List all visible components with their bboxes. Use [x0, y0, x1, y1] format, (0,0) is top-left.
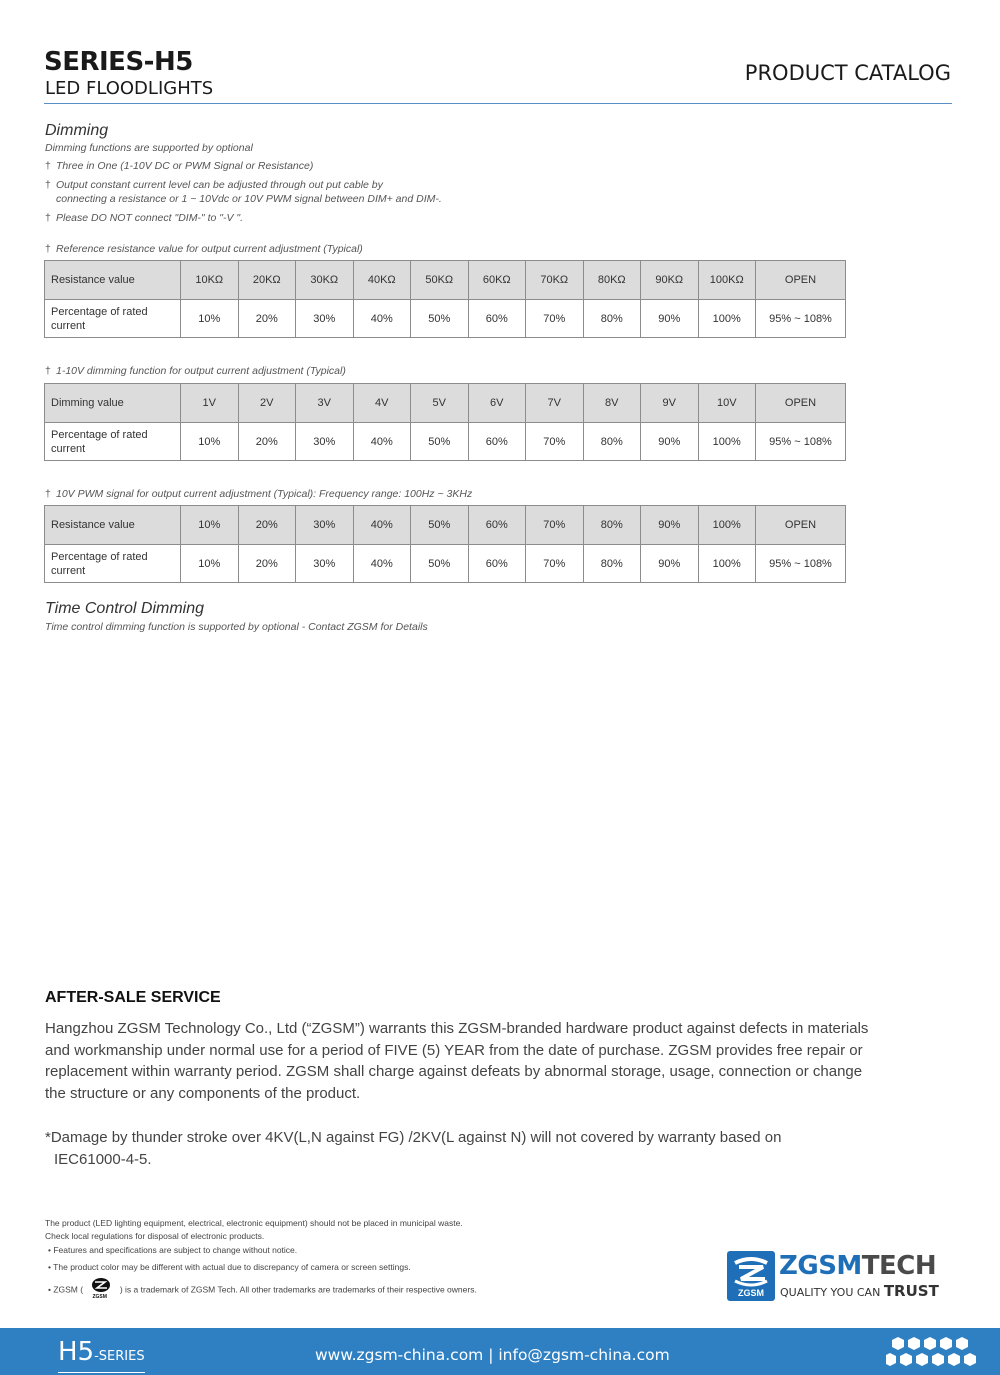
- row-label: Resistance value: [45, 506, 181, 545]
- table-cell: 90%: [641, 545, 699, 583]
- table-cell: OPEN: [756, 261, 846, 300]
- table-cell: 70%: [526, 545, 584, 583]
- table-cell: 95% ~ 108%: [756, 300, 846, 338]
- zgsm-tech-wordmark: ZGSMTECH: [779, 1251, 937, 1281]
- table-cell: 90KΩ: [641, 261, 699, 300]
- table-cell: 30%: [296, 506, 354, 545]
- table-cell: 5V: [411, 384, 469, 423]
- table-cell: 60%: [468, 300, 526, 338]
- table-cell: 50%: [411, 423, 469, 461]
- disclaimer-bullet: • The product color may be different with actual due to discrepancy of camera or screen settings.: [48, 1262, 411, 1272]
- table-cell: 50%: [411, 300, 469, 338]
- table-cell: 80%: [583, 423, 641, 461]
- table-cell: 40%: [353, 423, 411, 461]
- hexagon-pattern-icon: [886, 1336, 986, 1368]
- series-title: SERIES-H5: [44, 47, 193, 77]
- table-cell: 80KΩ: [583, 261, 641, 300]
- table-caption: † 1-10V dimming function for output current adjustment (Typical): [45, 365, 346, 377]
- table-cell: 7V: [526, 384, 584, 423]
- table-cell: 95% ~ 108%: [756, 545, 846, 583]
- table-cell: 10V: [698, 384, 756, 423]
- table-cell: 9V: [641, 384, 699, 423]
- table-cell: 70%: [526, 300, 584, 338]
- table-cell: OPEN: [756, 506, 846, 545]
- table-cell: 10%: [181, 506, 239, 545]
- dimming-intro: Dimming functions are supported by optional: [45, 142, 253, 154]
- dimming-bullet: † Output constant current level can be adjusted through out put cable by: [45, 179, 383, 191]
- table-cell: 10KΩ: [181, 261, 239, 300]
- table-caption: † Reference resistance value for output current adjustment (Typical): [45, 243, 363, 255]
- zgsm-tech-logo: [727, 1251, 953, 1301]
- table-cell: 100%: [698, 300, 756, 338]
- table-cell: 60%: [468, 545, 526, 583]
- time-control-title: Time Control Dimming: [45, 600, 204, 617]
- table-cell: 100%: [698, 423, 756, 461]
- dimming-title: Dimming: [45, 122, 109, 139]
- table-cell: 40%: [353, 545, 411, 583]
- table-cell: 70%: [526, 506, 584, 545]
- dimming-bullet-continued: connecting a resistance or 1 ~ 10Vdc or 10V PWM signal between DIM+ and DIM-.: [56, 193, 442, 205]
- zgsm-logo-icon: ZGSM: [727, 1251, 775, 1301]
- table-cell: 60KΩ: [468, 261, 526, 300]
- table-cell: 80%: [583, 545, 641, 583]
- row-label: Dimming value: [45, 384, 181, 423]
- disclaimer-bullet: • ZGSM ( ZGSM ) is a trademark of ZGSM Tech. All other trademarks are trademarks of their respective owners.: [48, 1280, 477, 1300]
- zgsm-mark-icon: ZGSM: [88, 1280, 114, 1300]
- table-cell: 10%: [181, 423, 239, 461]
- row-label: Percentage of rated current: [45, 300, 181, 338]
- footer-bar: [0, 1328, 1000, 1375]
- table-cell: 20%: [238, 545, 296, 583]
- table-cell: 70KΩ: [526, 261, 584, 300]
- disclaimer-bullet: • Features and specifications are subject to change without notice.: [48, 1245, 298, 1255]
- voltage-dimming-table: [44, 383, 846, 461]
- disclaimer-line: Check local regulations for disposal of electronic products.: [45, 1231, 265, 1241]
- table-cell: 30%: [296, 300, 354, 338]
- row-label: Resistance value: [45, 261, 181, 300]
- after-sale-body: Hangzhou ZGSM Technology Co., Ltd (“ZGSM”) warrants this ZGSM-branded hardware product against defects in materials and workmanship under normal use for a period of FIVE (5) YEAR from the date of purchase. ZGSM provides free repair or replacement within warranty period. ZGSM shall charge against defeats by abnormal storage, usage, connection or change the structure or any components of the product.: [45, 1020, 869, 1102]
- table-cell: 30KΩ: [296, 261, 354, 300]
- catalog-label: PRODUCT CATALOG: [744, 61, 951, 85]
- table-cell: 40KΩ: [353, 261, 411, 300]
- pwm-dimming-table: [44, 505, 846, 583]
- table-cell: 40%: [353, 506, 411, 545]
- table-cell: 1V: [181, 384, 239, 423]
- table-cell: 20%: [238, 506, 296, 545]
- table-cell: 2V: [238, 384, 296, 423]
- zgsm-tagline: QUALITY YOU CAN TRUST: [780, 1282, 939, 1300]
- table-cell: 40%: [353, 300, 411, 338]
- table-cell: 10%: [181, 300, 239, 338]
- after-sale-title: AFTER-SALE SERVICE: [45, 989, 221, 1006]
- table-cell: 50%: [411, 545, 469, 583]
- series-subtitle: LED FLOODLIGHTS: [45, 78, 214, 99]
- disclaimer-line: The product (LED lighting equipment, electrical, electronic equipment) should not be placed in municipal waste.: [45, 1218, 463, 1228]
- table-cell: 6V: [468, 384, 526, 423]
- time-control-note: Time control dimming function is supported by optional - Contact ZGSM for Details: [45, 621, 428, 633]
- row-label: Percentage of rated current: [45, 545, 181, 583]
- table-cell: 95% ~ 108%: [756, 423, 846, 461]
- table-cell: 50KΩ: [411, 261, 469, 300]
- table-cell: 30%: [296, 545, 354, 583]
- table-cell: 3V: [296, 384, 354, 423]
- table-cell: 50%: [411, 506, 469, 545]
- table-cell: 8V: [583, 384, 641, 423]
- table-cell: 60%: [468, 423, 526, 461]
- footer-series: H5-SERIES: [58, 1337, 145, 1373]
- table-cell: 20KΩ: [238, 261, 296, 300]
- table-cell: 70%: [526, 423, 584, 461]
- table-cell: 20%: [238, 300, 296, 338]
- header-divider: [44, 103, 952, 104]
- table-cell: 90%: [641, 300, 699, 338]
- table-cell: 90%: [641, 423, 699, 461]
- table-cell: 80%: [583, 506, 641, 545]
- table-cell: 80%: [583, 300, 641, 338]
- footer-contact: www.zgsm-china.com | info@zgsm-china.com: [315, 1346, 670, 1364]
- table-cell: 90%: [641, 506, 699, 545]
- dimming-bullet: † Three in One (1-10V DC or PWM Signal or Resistance): [45, 160, 314, 172]
- table-cell: 30%: [296, 423, 354, 461]
- warranty-note: *Damage by thunder stroke over 4KV(L,N against FG) /2KV(L against N) will not covered by warranty based on IEC61000-4-5.: [45, 1129, 782, 1168]
- row-label: Percentage of rated current: [45, 423, 181, 461]
- table-cell: 100%: [698, 545, 756, 583]
- resistance-table: [44, 260, 846, 338]
- table-cell: OPEN: [756, 384, 846, 423]
- table-caption: † 10V PWM signal for output current adjustment (Typical): Frequency range: 100Hz ~ 3KHz: [45, 488, 473, 500]
- table-cell: 100%: [698, 506, 756, 545]
- table-cell: 10%: [181, 545, 239, 583]
- dimming-bullet: † Please DO NOT connect "DIM-" to "-V ".: [45, 212, 244, 224]
- table-cell: 20%: [238, 423, 296, 461]
- table-cell: 4V: [353, 384, 411, 423]
- table-cell: 100KΩ: [698, 261, 756, 300]
- table-cell: 60%: [468, 506, 526, 545]
